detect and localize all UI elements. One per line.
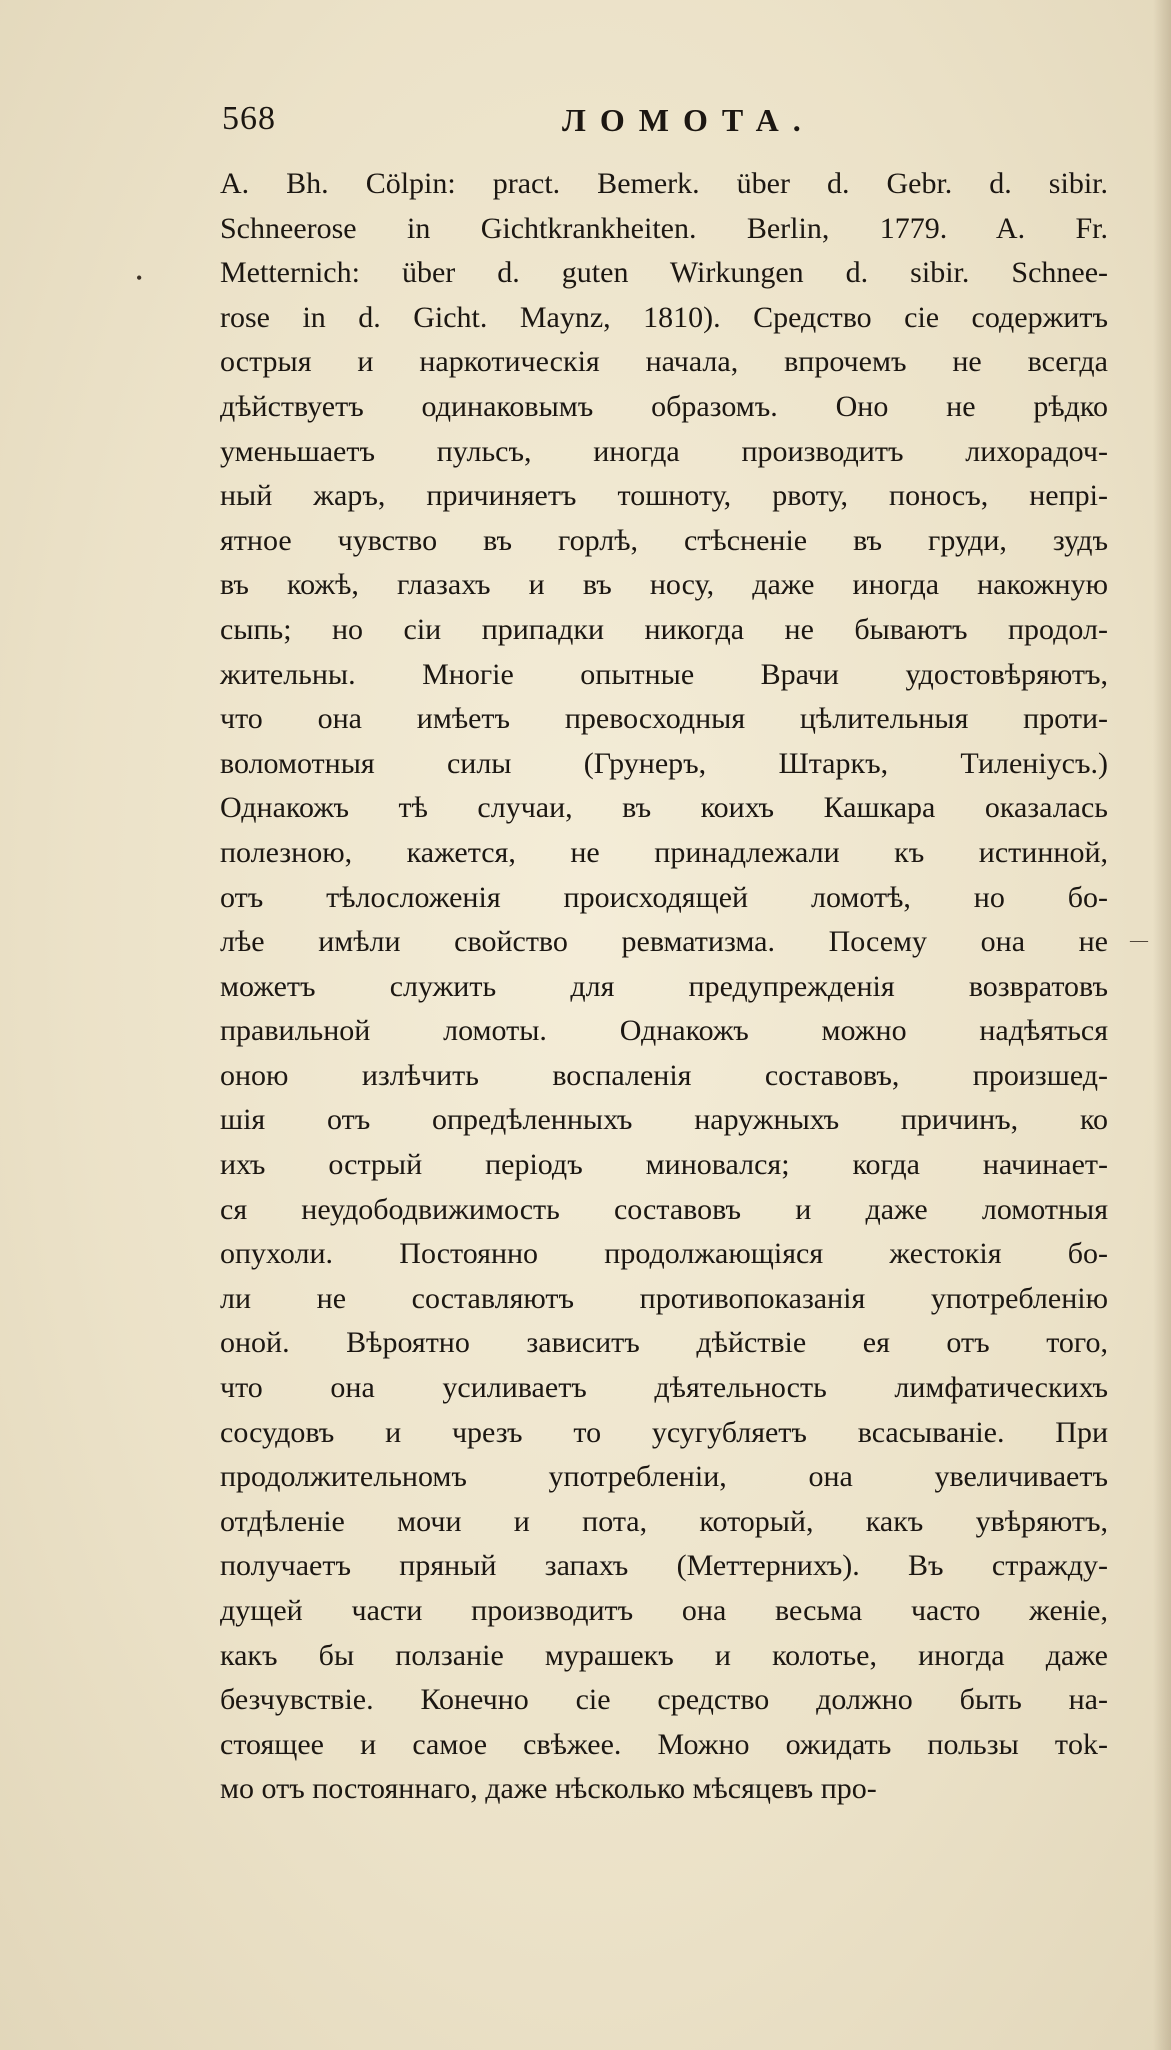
page-header	[222, 100, 822, 150]
margin-dot: •	[136, 268, 143, 288]
body-text	[220, 162, 1108, 1812]
page-number: 568	[222, 100, 276, 137]
text-line: ный жаръ, причиняетъ тошноту, рвоту, поносъ, непрi-	[220, 479, 1108, 513]
text-line: что она имѣетъ превосходныя цѣлительныя проти-	[220, 702, 1108, 736]
text-line: какъ бы ползанie мурашекъ и колотье, иногда даже	[220, 1638, 1108, 1672]
text-line: получаетъ пряный запахъ (Меттернихъ). Въ стражду-	[220, 1549, 1108, 1583]
text-line: лѣе имѣли свойство ревматизма. Посему она не	[220, 925, 1108, 959]
text-line: ятное чувство въ горлѣ, стѣсненie въ груди, зудъ	[220, 523, 1108, 557]
text-line: оной. Вѣроятно зависитъ дѣйствie ея отъ того,	[220, 1326, 1108, 1360]
text-line: опухоли. Постоянно продолжающiяся жестокiя бо-	[220, 1237, 1108, 1271]
text-line: что она усиливаетъ дѣятельность лимфатическихъ	[220, 1371, 1108, 1405]
text-line: въ кожѣ, глазахъ и въ носу, даже иногда накожную	[220, 568, 1108, 602]
text-line: сосудовъ и чрезъ то усугубляетъ всасыванie. При	[220, 1415, 1108, 1449]
text-line: дѣйствуетъ одинаковымъ образомъ. Оно не рѣдко	[220, 389, 1108, 423]
text-line: жительны. Многie опытные Врачи удостовѣряютъ,	[220, 657, 1108, 691]
text-line: ся неудободвижимость составовъ и даже ломотныя	[220, 1192, 1108, 1226]
text-line: отдѣленie мочи и пота, который, какъ увѣряютъ,	[220, 1504, 1108, 1538]
text-line: Metternich: über d. guten Wirkungen d. sibir. Schnee-	[220, 256, 1108, 290]
text-line: оною излѣчить воспаленiя составовъ, произшед-	[220, 1058, 1108, 1092]
text-line: острыя и наркотическiя начала, впрочемъ не всегда	[220, 345, 1108, 379]
text-line: мо отъ постояннаго, даже нѣсколько мѣсяцевъ про-	[220, 1772, 877, 1806]
text-line: ихъ острый перiодъ миновался; когда начинает-	[220, 1148, 1108, 1182]
text-line: воломотныя силы (Грунеръ, Штаркъ, Тиленiусъ.)	[220, 746, 1108, 780]
margin-tick: —	[1130, 930, 1148, 950]
text-line: Однакожъ тѣ случаи, въ коихъ Кашкара оказалась	[220, 791, 1108, 825]
text-line: полезною, кажется, не принадлежали къ истинной,	[220, 835, 1108, 869]
text-line: ли не составляютъ противопоказанiя употребленiю	[220, 1281, 1108, 1315]
text-line: Schneerose in Gichtkrankheiten. Berlin, 1779. A. Fr.	[220, 211, 1108, 245]
text-line: дущей части производитъ она весьма часто женie,	[220, 1594, 1108, 1627]
text-line: стоящее и самое свѣжее. Можно ожидать пользы тok-	[220, 1727, 1108, 1761]
text-line: A. Bh. Cölpin: pract. Bemerk. über d. Gebr. d. sibir.	[220, 167, 1108, 200]
running-head: ЛОМОТА.	[562, 102, 815, 138]
text-line: безчувствie. Конечно сie средство должно быть на-	[220, 1683, 1108, 1717]
text-line: можетъ служить для предупрежденiя возвратовъ	[220, 969, 1108, 1003]
text-line: отъ тѣлосложенiя происходящей ломотѣ, но бо-	[220, 880, 1108, 914]
text-line: rose in d. Gicht. Maynz, 1810). Средство сie содержитъ	[220, 300, 1108, 334]
text-line: уменьшаетъ пульсъ, иногда производитъ лихорадоч-	[220, 434, 1108, 468]
text-line: сыпь; но сiи припадки никогда не бываютъ продол-	[220, 612, 1108, 646]
text-line: правильной ломоты. Однакожъ можно надѣяться	[220, 1014, 1108, 1048]
text-line: продолжительномъ употребленiи, она увеличиваетъ	[220, 1460, 1108, 1494]
text-line: шiя отъ опредѣленныхъ наружныхъ причинъ, ко	[220, 1103, 1108, 1137]
